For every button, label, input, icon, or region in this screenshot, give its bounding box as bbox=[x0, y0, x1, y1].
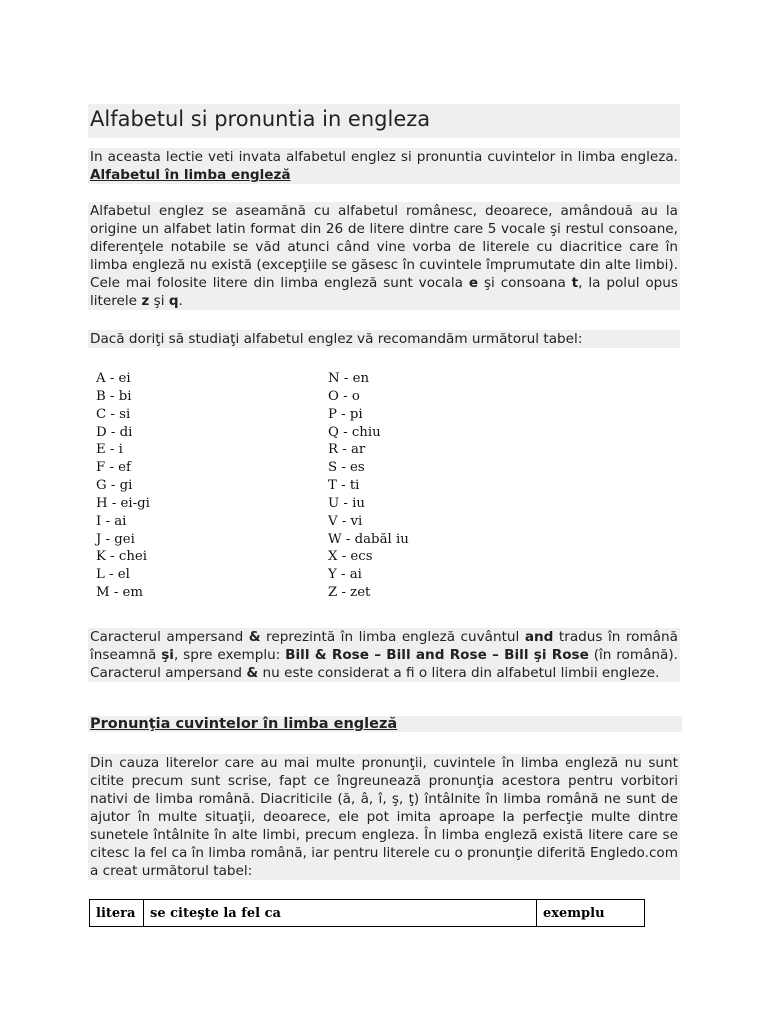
ampersand-symbol: & bbox=[246, 665, 259, 681]
alphabet-entry: D - di bbox=[96, 424, 133, 440]
consonant-t: t bbox=[571, 275, 579, 291]
intro-text: In aceasta lectie veti invata alfabetul englez si pronuntia cuvintelor in limba engleza. bbox=[90, 149, 678, 165]
amp-text-2: reprezintă în limba engleză cuvântul bbox=[260, 629, 525, 645]
p2-text: Alfabetul englez se aseamănă cu alfabetul românesc, deoarece, amândouă au la origine un alfabet latin format din 26 de litere dintre care 5 vocale şi restul consoane, diferenţele notabile se văd atunci când vine vorba de literele cu diacritice care în limba engleză nu există (excepţiile se găsesc în cuvintele împrumutate din alte limbi). Cele mai folosite litere din limba engleză sunt vocala bbox=[90, 203, 678, 291]
alphabet-entry: Z - zet bbox=[328, 585, 371, 601]
alphabet-description-block bbox=[88, 202, 680, 310]
word-and: and bbox=[524, 629, 554, 645]
amp-text-3: tradus în română înseamnă bbox=[90, 629, 679, 663]
alphabet-entry: N - en bbox=[328, 371, 370, 386]
letter-z: z bbox=[141, 293, 150, 309]
p2-mid3: şi bbox=[149, 293, 169, 309]
ampersand-block bbox=[88, 628, 680, 682]
alphabet-entry: S - es bbox=[328, 460, 365, 476]
alphabet-entry: A - ei bbox=[96, 371, 131, 386]
alphabet-entry: I - ai bbox=[96, 513, 127, 529]
alphabet-entry: Q - chiu bbox=[328, 424, 381, 440]
diacritics-paragraph: Din cauza literelor care au mai multe pronunţii, cuvintele în limba engleză nu sunt citite precum sunt scrise, fapt ce îngreunează pronunţia acestora pentru vorbitori nativi de limba română. Diacriticile (ă, â, î, ş, ţ) întâlnite în limba română ne sunt de ajutor în multe situaţii, deoarece, ele pot imita aproape la perfecţie multe dintre sunetele întâlnite în alte limbi, precum engleza. În limba engleză există litere care se citesc la fel ca în limba română, iar pentru literele cu o pronunţie diferită Engledo.com a creat următorul tabel: bbox=[90, 755, 678, 879]
alphabet-link[interactable]: Alfabetul în limba engleză bbox=[90, 167, 291, 183]
alphabet-entry: F - ef bbox=[96, 460, 131, 476]
vowel-e: e bbox=[468, 275, 479, 291]
amp-text-5: (în română). Caracterul ampersand bbox=[90, 647, 678, 681]
alphabet-left-column bbox=[96, 370, 150, 602]
alphabet-entry: T - ti bbox=[328, 478, 360, 494]
alphabet-right-column bbox=[328, 370, 409, 602]
ampersand-symbol: & bbox=[248, 629, 261, 645]
alphabet-entry: P - pi bbox=[328, 406, 363, 422]
alphabet-entry: B - bi bbox=[96, 388, 132, 404]
alphabet-entry: V - vi bbox=[328, 513, 363, 529]
alphabet-entry: L - el bbox=[96, 567, 130, 583]
amp-text-4: , spre exemplu: bbox=[173, 647, 286, 663]
intro-block bbox=[88, 148, 680, 184]
column-header-reads-like: se citeşte la fel ca bbox=[144, 900, 537, 927]
diacritics-block bbox=[88, 754, 680, 880]
letter-q: q bbox=[168, 293, 179, 309]
alphabet-description bbox=[88, 202, 680, 310]
pronunciation-table bbox=[89, 899, 645, 927]
p2-mid1: şi consoana bbox=[478, 275, 572, 291]
alphabet-entry: C - si bbox=[96, 406, 131, 422]
alphabet-entry: J - gei bbox=[96, 531, 135, 547]
alphabet-entry: H - ei-gi bbox=[96, 495, 150, 511]
column-header-litera: litera bbox=[90, 900, 144, 927]
alphabet-entry: X - ecs bbox=[328, 549, 373, 565]
table-intro-block bbox=[88, 330, 680, 348]
alphabet-entry: Y - ai bbox=[328, 567, 362, 583]
table-intro: Dacă doriţi să studiaţi alfabetul englez vă recomandăm următorul tabel: bbox=[90, 331, 583, 347]
amp-text-1: Caracterul ampersand bbox=[90, 629, 249, 645]
word-si: şi bbox=[161, 647, 174, 663]
amp-text-6: nu este considerat a fi o litera din alfabetul limbii engleze. bbox=[258, 665, 660, 681]
alphabet-entry: O - o bbox=[328, 388, 360, 404]
intro-paragraph bbox=[88, 148, 680, 184]
page-title: Alfabetul si pronuntia in engleza bbox=[90, 107, 431, 131]
alphabet-entry: R - ar bbox=[328, 442, 366, 458]
p2-mid2: , la polul opus literele bbox=[90, 275, 679, 309]
example-bill-rose: Bill & Rose – Bill and Rose – Bill şi Rose bbox=[285, 647, 589, 663]
alphabet-entry: M - em bbox=[96, 585, 144, 601]
pronunciation-heading: Pronunţia cuvintelor în limba engleză bbox=[88, 716, 682, 732]
p2-end: . bbox=[178, 293, 183, 309]
alphabet-entry: U - iu bbox=[328, 495, 365, 511]
alphabet-entry: E - i bbox=[96, 442, 123, 458]
alphabet-entry: W - dabăl iu bbox=[328, 531, 409, 547]
alphabet-entry: K - chei bbox=[96, 549, 148, 565]
ampersand-paragraph bbox=[88, 628, 680, 682]
alphabet-entry: G - gi bbox=[96, 478, 133, 494]
column-header-example: exemplu bbox=[537, 900, 645, 927]
table-header-row bbox=[90, 900, 645, 927]
title-block bbox=[88, 104, 680, 138]
